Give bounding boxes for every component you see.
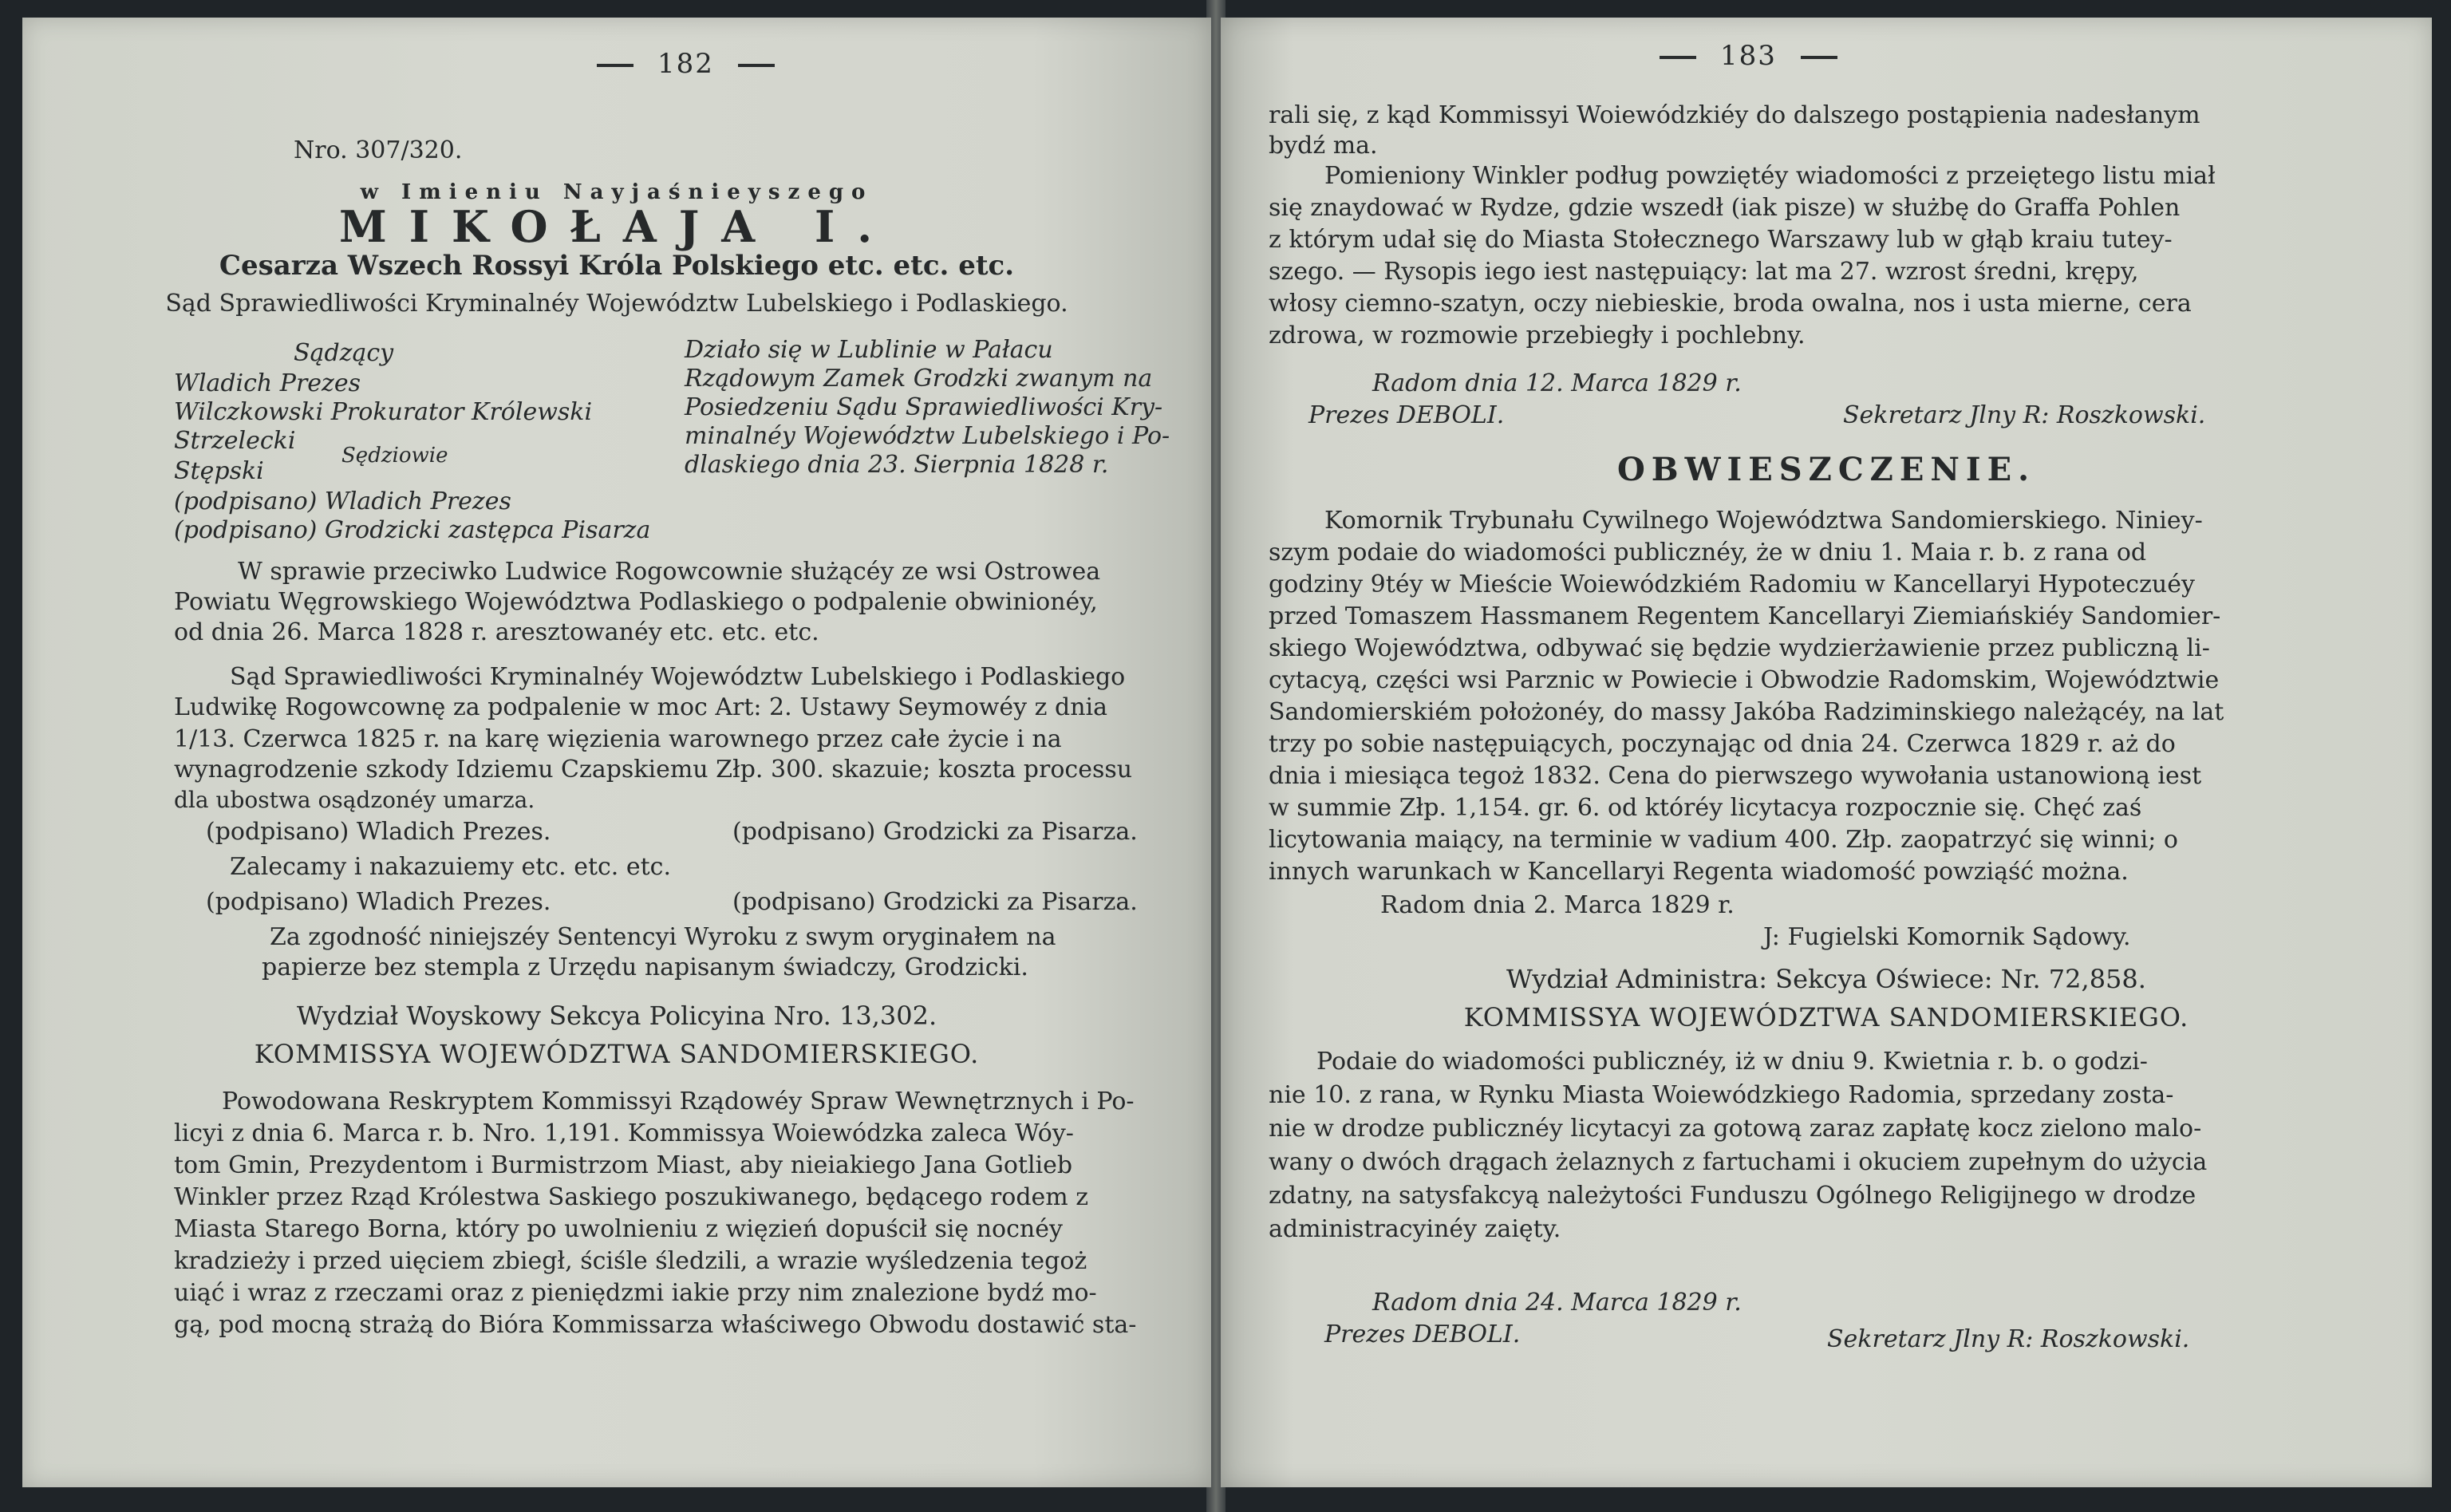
text-line: licyi z dnia 6. Marca r. b. Nro. 1,191. Kommissya Woiewódzka zaleca Wóy- bbox=[174, 1119, 1074, 1147]
judges-line: (podpisano) Grodzicki zastępca Pisarza bbox=[174, 516, 651, 544]
text-line: licytowania maiący, na terminie w vadium 400. Złp. zaopatrzyć się winni; o bbox=[1269, 826, 2178, 854]
text-line: dnia i miesiąca tegoż 1832. Cena do pierwszego wywołania ustanowioną iest bbox=[1269, 762, 2202, 790]
judges-line: Strzelecki bbox=[174, 427, 296, 455]
emperor-name: MIKOŁAJA I. bbox=[338, 201, 895, 252]
text-line: Komornik Trybunału Cywilnego Województwa Sandomierskiego. Niniey- bbox=[1324, 507, 2203, 535]
text-line: rali się, z kąd Kommissyi Woiewódzkiéy do dalszego postąpienia nadesłanym bbox=[1269, 101, 2200, 129]
session-line: Działo się w Lublinie w Pałacu bbox=[685, 336, 1053, 364]
text-line: skiego Województwa, odbywać się będzie wydzierżawienie przez publiczną li- bbox=[1269, 634, 2210, 662]
department-line: Wydział Administra: Sekcya Oświece: Nr. 72,858. bbox=[1506, 964, 2146, 994]
secretary-signature: Sekretarz Jlny R: Roszkowski. bbox=[1843, 401, 2206, 429]
judges-line: (podpisano) Wladich Prezes bbox=[174, 488, 511, 515]
text-line: od dnia 26. Marca 1828 r. aresztowanéy etc. etc. etc. bbox=[174, 618, 819, 646]
session-line: dlaskiego dnia 23. Sierpnia 1828 r. bbox=[685, 451, 1109, 479]
president-signature: Prezes DEBOLI. bbox=[1324, 1321, 1521, 1348]
text-line: zdrowa, w rozmowie przebiegły i pochlebny. bbox=[1269, 322, 1806, 349]
text-line: w summie Złp. 1,154. gr. 6. od któréy licytacya rozpocznie się. Chęć zaś bbox=[1269, 794, 2142, 822]
text-line: gą, pod mocną strażą do Bióra Kommissarza właściwego Obwodu dostawić sta- bbox=[174, 1311, 1137, 1339]
text-line: tom Gmin, Prezydentom i Burmistrzom Miast, aby nieiakiego Jana Gotlieb bbox=[174, 1151, 1073, 1179]
text-line: nie 10. z rana, w Rynku Miasta Woiewódzkiego Radomia, sprzedany zosta- bbox=[1269, 1081, 2174, 1109]
announcement-heading: OBWIESZCZENIE. bbox=[1616, 451, 2036, 488]
judges-line: Wilczkowski Prokurator Królewski bbox=[174, 398, 593, 426]
date-line: Radom dnia 12. Marca 1829 r. bbox=[1372, 369, 1742, 397]
in-name-line: w Imieniu Nayjaśnieyszego bbox=[360, 180, 874, 204]
president-signature: Prezes DEBOLI. bbox=[1308, 401, 1505, 429]
text-line: Podaie do wiadomości publicznéy, iż w dniu 9. Kwietnia r. b. o godzi- bbox=[1316, 1048, 2148, 1076]
judges-line: Sędziowie bbox=[341, 444, 448, 468]
text-line: Ludwikę Rogowcownę za podpalenie w moc Art: 2. Ustawy Seymowéy z dnia bbox=[174, 693, 1108, 721]
session-line: Posiedzeniu Sądu Sprawiedliwości Kry- bbox=[685, 393, 1163, 421]
department-line: Wydział Woyskowy Sekcya Policyina Nro. 13,302. bbox=[296, 1001, 937, 1031]
text-line: z którym udał się do Miasta Stołecznego Warszawy lub w głąb kraiu tutey- bbox=[1269, 226, 2173, 254]
text-line: Powodowana Reskryptem Kommissyi Rządowéy Spraw Wewnętrznych i Po- bbox=[222, 1088, 1135, 1115]
judges-line: Sądzący bbox=[294, 339, 394, 367]
conformity-line: papierze bez stempla z Urzędu napisanym świadczy, Grodzicki. bbox=[262, 953, 1028, 981]
secretary-signature: Sekretarz Jlny R: Roszkowski. bbox=[1827, 1325, 2190, 1353]
text-line: Pomieniony Winkler podług powziętéy wiadomości z przeiętego listu miał bbox=[1324, 162, 2216, 190]
text-line: Sandomierskiém położonéy, do massy Jakóba Radziminskiego należącéy, na lat bbox=[1269, 698, 2224, 726]
text-line: bydź ma. bbox=[1269, 132, 1378, 160]
commission-heading: KOMMISSYA WOJEWÓDZTWA SANDOMIERSKIEGO. bbox=[254, 1039, 980, 1069]
text-line: 1/13. Czerwca 1825 r. na karę więzienia warownego przez całe życie i na bbox=[174, 725, 1062, 753]
date-line: Radom dnia 2. Marca 1829 r. bbox=[1380, 891, 1735, 919]
text-line: cytacyą, części wsi Parznic w Powiecie i Obwodzie Radomskim, Województwie bbox=[1269, 666, 2220, 694]
text-line: Powiatu Węgrowskiego Województwa Podlaskiego o podpalenie obwinionéy, bbox=[174, 588, 1098, 616]
signature-president: (podpisano) Wladich Prezes. bbox=[206, 818, 551, 846]
text-line: uiąć i wraz z rzeczami oraz z pieniędzmi iakie przy nim znalezione bydź mo- bbox=[174, 1279, 1097, 1307]
bailiff-signature: J: Fugielski Komornik Sądowy. bbox=[1763, 923, 2131, 951]
text-line: szego. — Rysopis iego iest następuiący: lat ma 27. wzrost średni, krępy, bbox=[1269, 258, 2139, 286]
text-line: przed Tomaszem Hassmanem Regentem Kancellaryi Ziemiańskiéy Sandomier- bbox=[1269, 602, 2221, 630]
text-line: Miasta Starego Borna, który po uwolnieniu z więzień dopuścił się nocnéy bbox=[174, 1215, 1063, 1243]
signature-clerk: (podpisano) Grodzicki za Pisarza. bbox=[732, 818, 1138, 846]
recommend-line: Zalecamy i nakazuiemy etc. etc. etc. bbox=[230, 853, 672, 881]
page-number: 183 bbox=[1636, 40, 1861, 72]
text-line: administracyinéy zaięty. bbox=[1269, 1215, 1561, 1243]
left-page bbox=[22, 18, 1211, 1487]
emperor-titles: Cesarza Wszech Rossyi Króla Polskiego etc. etc. etc. bbox=[219, 250, 1015, 282]
session-line: minalnéy Województw Lubelskiego i Po- bbox=[685, 422, 1170, 450]
text-line: Sąd Sprawiedliwości Kryminalnéy Województw Lubelskiego i Podlaskiego bbox=[230, 663, 1126, 691]
right-page bbox=[1221, 18, 2432, 1487]
text-line: Winkler przez Rząd Królestwa Saskiego poszukiwanego, będącego rodem z bbox=[174, 1183, 1089, 1211]
text-line: trzy po sobie następuiących, poczynając od dnia 24. Czerwca 1829 r. aż do bbox=[1269, 730, 2176, 758]
text-line: nie w drodze publicznéy licytacyi za gotową zaraz zapłatę kocz zielono malo- bbox=[1269, 1115, 2202, 1143]
text-line: się znaydować w Rydze, gdzie wszedł (iak pisze) w służbę do Graffa Pohlen bbox=[1269, 194, 2181, 222]
conformity-line: Za zgodność niniejszéy Sentencyi Wyroku z swym oryginałem na bbox=[270, 923, 1056, 951]
text-line: wany o dwóch drągach żelaznych z fartuchami i okuciem zupełnym do użycia bbox=[1269, 1148, 2208, 1176]
court-name: Sąd Sprawiedliwości Kryminalnéy Województw Lubelskiego i Podlaskiego. bbox=[165, 290, 1068, 318]
text-line: kradzieży i przed uięciem zbiegł, ściśle śledzili, a wrazie wyśledzenia tegoż bbox=[174, 1247, 1087, 1275]
page-number: 182 bbox=[573, 48, 799, 80]
signature-president: (podpisano) Wladich Prezes. bbox=[206, 888, 551, 916]
text-line: dla ubostwa osądzonéy umarza. bbox=[174, 787, 535, 813]
session-line: Rządowym Zamek Grodzki zwanym na bbox=[685, 365, 1153, 393]
text-line: zdatny, na satysfakcyą należytości Funduszu Ogólnego Religijnego w drodze bbox=[1269, 1182, 2196, 1210]
text-line: włosy ciemno-szatyn, oczy niebieskie, broda owalna, nos i usta mierne, cera bbox=[1269, 290, 2192, 318]
document-number: Nro. 307/320. bbox=[294, 136, 463, 164]
text-line: szym podaie do wiadomości publicznéy, że w dniu 1. Maia r. b. z rana od bbox=[1269, 539, 2147, 567]
judges-line: Stępski bbox=[174, 457, 264, 485]
date-line: Radom dnia 24. Marca 1829 r. bbox=[1372, 1289, 1742, 1317]
text-line: W sprawie przeciwko Ludwice Rogowcownie służącéy ze wsi Ostrowea bbox=[238, 558, 1101, 586]
signature-clerk: (podpisano) Grodzicki za Pisarza. bbox=[732, 888, 1138, 916]
text-line: wynagrodzenie szkody Idziemu Czapskiemu Złp. 300. skazuie; koszta processu bbox=[174, 756, 1133, 784]
commission-heading: KOMMISSYA WOJEWÓDZTWA SANDOMIERSKIEGO. bbox=[1463, 1002, 2189, 1032]
text-line: innych warunkach w Kancellaryi Regenta wiadomość powziąść można. bbox=[1269, 858, 2129, 886]
judges-line: Wladich Prezes bbox=[174, 369, 361, 397]
text-line: godziny 9téy w Mieście Woiewódzkiém Radomiu w Kancellaryi Hypoteczuéy bbox=[1269, 570, 2195, 598]
